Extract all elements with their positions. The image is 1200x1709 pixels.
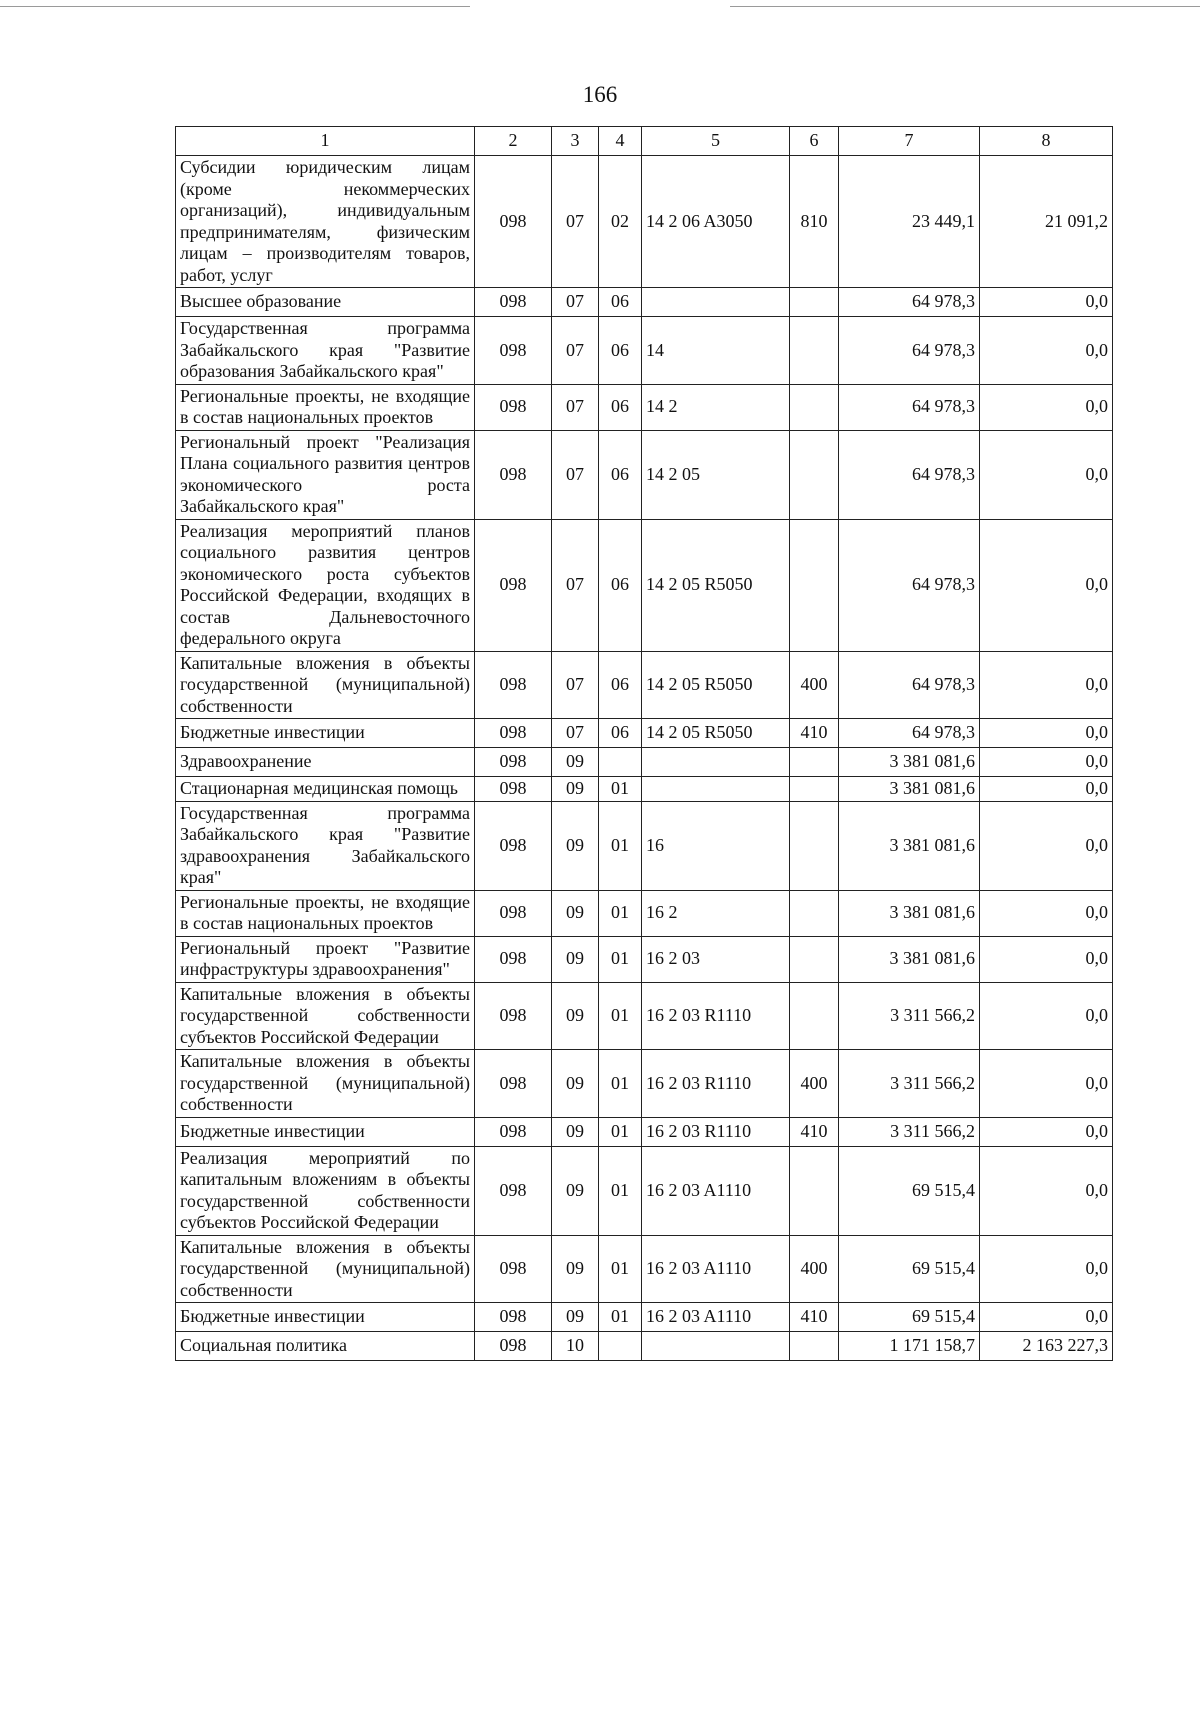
subsection-code-cell: 01 [599,1235,642,1303]
subsection-code-cell: 01 [599,936,642,982]
table-row [176,1117,1113,1146]
budget-code-cell: 098 [475,1117,552,1146]
subsection-code-cell [599,1332,642,1361]
table-row [176,936,1113,982]
scan-artifact-line [0,6,470,7]
subsection-code-cell: 02 [599,156,642,288]
amount-col7-cell: 64 978,3 [839,288,980,317]
section-code-cell: 09 [552,1235,599,1303]
section-code-cell: 09 [552,801,599,890]
budget-code-cell: 098 [475,1332,552,1361]
row-name-cell: Стационарная медицинская помощь [176,777,475,802]
subsection-code-cell: 06 [599,288,642,317]
subsection-code-cell: 01 [599,982,642,1050]
subsection-code-cell [599,748,642,777]
budget-code-cell: 098 [475,519,552,651]
expense-type-cell: 400 [790,1235,839,1303]
expense-type-cell [790,982,839,1050]
table-row [176,1332,1113,1361]
expense-type-cell: 410 [790,1303,839,1332]
section-code-cell: 09 [552,936,599,982]
expense-type-cell [790,748,839,777]
amount-col7-cell: 23 449,1 [839,156,980,288]
subsection-code-cell: 01 [599,801,642,890]
subsection-code-cell: 06 [599,430,642,519]
budget-code-cell: 098 [475,430,552,519]
section-code-cell: 07 [552,156,599,288]
header-cell: 3 [552,127,599,156]
subsection-code-cell: 06 [599,317,642,385]
target-article-cell: 16 2 03 A1110 [642,1303,790,1332]
subsection-code-cell: 01 [599,890,642,936]
target-article-cell: 16 [642,801,790,890]
table-row [176,651,1113,719]
budget-code-cell: 098 [475,1146,552,1235]
budget-code-cell: 098 [475,982,552,1050]
table-row [176,519,1113,651]
row-name-cell: Социальная политика [176,1332,475,1361]
table-row [176,384,1113,430]
amount-col7-cell: 64 978,3 [839,317,980,385]
subsection-code-cell: 01 [599,777,642,802]
amount-col7-cell: 3 381 081,6 [839,748,980,777]
amount-col7-cell: 64 978,3 [839,519,980,651]
subsection-code-cell: 01 [599,1303,642,1332]
amount-col7-cell: 69 515,4 [839,1146,980,1235]
target-article-cell: 16 2 03 [642,936,790,982]
subsection-code-cell: 01 [599,1117,642,1146]
header-row [176,127,1113,156]
subsection-code-cell: 01 [599,1146,642,1235]
expense-type-cell [790,519,839,651]
section-code-cell: 09 [552,1117,599,1146]
target-article-cell: 16 2 03 R1110 [642,982,790,1050]
amount-col7-cell: 64 978,3 [839,651,980,719]
row-name-cell: Региональный проект "Развитие инфраструктуры здравоохранения" [176,936,475,982]
budget-code-cell: 098 [475,1050,552,1118]
table-row [176,982,1113,1050]
expense-type-cell [790,288,839,317]
table-row [176,1050,1113,1118]
target-article-cell [642,777,790,802]
budget-code-cell: 098 [475,1303,552,1332]
amount-col8-cell: 0,0 [980,936,1113,982]
row-name-cell: Государственная программа Забайкальского края "Развитие образования Забайкальского края" [176,317,475,385]
target-article-cell: 16 2 03 R1110 [642,1117,790,1146]
section-code-cell: 07 [552,651,599,719]
row-name-cell: Здравоохранение [176,748,475,777]
amount-col8-cell: 0,0 [980,384,1113,430]
header-cell: 5 [642,127,790,156]
expense-type-cell [790,1146,839,1235]
expense-type-cell [790,1332,839,1361]
section-code-cell: 07 [552,384,599,430]
target-article-cell: 14 2 05 R5050 [642,519,790,651]
section-code-cell: 09 [552,748,599,777]
subsection-code-cell: 06 [599,519,642,651]
amount-col8-cell: 2 163 227,3 [980,1332,1113,1361]
header-cell: 2 [475,127,552,156]
table-row [176,719,1113,748]
amount-col8-cell: 0,0 [980,1117,1113,1146]
subsection-code-cell: 06 [599,384,642,430]
amount-col7-cell: 3 311 566,2 [839,982,980,1050]
target-article-cell [642,288,790,317]
table-body [176,156,1113,1361]
header-cell: 1 [176,127,475,156]
amount-col8-cell: 0,0 [980,1050,1113,1118]
expense-type-cell [790,890,839,936]
budget-code-cell: 098 [475,156,552,288]
expense-type-cell: 810 [790,156,839,288]
row-name-cell: Бюджетные инвестиции [176,1303,475,1332]
target-article-cell: 14 2 05 [642,430,790,519]
row-name-cell: Высшее образование [176,288,475,317]
section-code-cell: 07 [552,288,599,317]
row-name-cell: Реализация мероприятий по капитальным вложениям в объекты государственной собственности субъектов Российской Федерации [176,1146,475,1235]
section-code-cell: 07 [552,317,599,385]
table-row [176,748,1113,777]
target-article-cell: 16 2 03 A1110 [642,1235,790,1303]
row-name-cell: Региональные проекты, не входящие в состав национальных проектов [176,384,475,430]
budget-code-cell: 098 [475,748,552,777]
row-name-cell: Капитальные вложения в объекты государственной собственности субъектов Российской Федерации [176,982,475,1050]
amount-col7-cell: 3 381 081,6 [839,777,980,802]
expense-type-cell [790,384,839,430]
section-code-cell: 07 [552,519,599,651]
amount-col8-cell: 21 091,2 [980,156,1113,288]
table-row [176,288,1113,317]
expense-type-cell [790,936,839,982]
amount-col8-cell: 0,0 [980,748,1113,777]
row-name-cell: Государственная программа Забайкальского края "Развитие здравоохранения Забайкальского края" [176,801,475,890]
amount-col7-cell: 3 311 566,2 [839,1050,980,1118]
expense-type-cell: 410 [790,719,839,748]
scan-artifact-line [730,6,1200,7]
budget-code-cell: 098 [475,719,552,748]
amount-col8-cell: 0,0 [980,317,1113,385]
table-row [176,1235,1113,1303]
target-article-cell [642,1332,790,1361]
budget-table [175,126,1113,1361]
target-article-cell: 16 2 03 R1110 [642,1050,790,1118]
row-name-cell: Капитальные вложения в объекты государственной (муниципальной) собственности [176,1050,475,1118]
section-code-cell: 09 [552,777,599,802]
table-row [176,890,1113,936]
table-row [176,777,1113,802]
table-row [176,1146,1113,1235]
table-row [176,317,1113,385]
target-article-cell: 14 [642,317,790,385]
amount-col7-cell: 69 515,4 [839,1235,980,1303]
row-name-cell: Реализация мероприятий планов социального развития центров экономического роста субъектов Российской Федерации, входящих в состав Дальневосточного федерального округа [176,519,475,651]
subsection-code-cell: 01 [599,1050,642,1118]
amount-col7-cell: 64 978,3 [839,719,980,748]
row-name-cell: Капитальные вложения в объекты государственной (муниципальной) собственности [176,651,475,719]
table-row [176,430,1113,519]
amount-col8-cell: 0,0 [980,801,1113,890]
amount-col8-cell: 0,0 [980,890,1113,936]
amount-col7-cell: 64 978,3 [839,384,980,430]
target-article-cell: 14 2 06 A3050 [642,156,790,288]
amount-col8-cell: 0,0 [980,1146,1113,1235]
expense-type-cell: 410 [790,1117,839,1146]
page-number: 166 [582,82,618,107]
amount-col8-cell: 0,0 [980,1235,1113,1303]
section-code-cell: 07 [552,430,599,519]
table-row [176,801,1113,890]
budget-code-cell: 098 [475,777,552,802]
section-code-cell: 07 [552,719,599,748]
row-name-cell: Региональный проект "Реализация Плана социального развития центров экономического роста Забайкальского края" [176,430,475,519]
expense-type-cell [790,777,839,802]
amount-col7-cell: 3 381 081,6 [839,936,980,982]
amount-col8-cell: 0,0 [980,1303,1113,1332]
amount-col7-cell: 64 978,3 [839,430,980,519]
subsection-code-cell: 06 [599,719,642,748]
target-article-cell: 16 2 [642,890,790,936]
target-article-cell: 14 2 05 R5050 [642,719,790,748]
budget-code-cell: 098 [475,1235,552,1303]
target-article-cell [642,748,790,777]
expense-type-cell [790,801,839,890]
amount-col7-cell: 3 311 566,2 [839,1117,980,1146]
section-code-cell: 09 [552,1050,599,1118]
row-name-cell: Бюджетные инвестиции [176,1117,475,1146]
amount-col8-cell: 0,0 [980,430,1113,519]
amount-col7-cell: 69 515,4 [839,1303,980,1332]
table-row [176,156,1113,288]
header-cell: 8 [980,127,1113,156]
budget-code-cell: 098 [475,936,552,982]
amount-col7-cell: 3 381 081,6 [839,890,980,936]
amount-col8-cell: 0,0 [980,519,1113,651]
amount-col8-cell: 0,0 [980,982,1113,1050]
expense-type-cell: 400 [790,651,839,719]
budget-code-cell: 098 [475,651,552,719]
amount-col8-cell: 0,0 [980,288,1113,317]
header-cell: 6 [790,127,839,156]
header-cell: 7 [839,127,980,156]
target-article-cell: 14 2 05 R5050 [642,651,790,719]
section-code-cell: 09 [552,982,599,1050]
budget-code-cell: 098 [475,288,552,317]
amount-col7-cell: 3 381 081,6 [839,801,980,890]
expense-type-cell [790,430,839,519]
row-name-cell: Капитальные вложения в объекты государственной (муниципальной) собственности [176,1235,475,1303]
row-name-cell: Бюджетные инвестиции [176,719,475,748]
budget-code-cell: 098 [475,890,552,936]
section-code-cell: 09 [552,1303,599,1332]
header-cell: 4 [599,127,642,156]
amount-col8-cell: 0,0 [980,651,1113,719]
amount-col8-cell: 0,0 [980,777,1113,802]
budget-code-cell: 098 [475,384,552,430]
section-code-cell: 09 [552,1146,599,1235]
section-code-cell: 09 [552,890,599,936]
subsection-code-cell: 06 [599,651,642,719]
expense-type-cell: 400 [790,1050,839,1118]
row-name-cell: Субсидии юридическим лицам (кроме некоммерческих организаций), индивидуальным предпринимателям, физическим лицам – производителям товаров, работ, услуг [176,156,475,288]
target-article-cell: 14 2 [642,384,790,430]
amount-col8-cell: 0,0 [980,719,1113,748]
row-name-cell: Региональные проекты, не входящие в состав национальных проектов [176,890,475,936]
section-code-cell: 10 [552,1332,599,1361]
amount-col7-cell: 1 171 158,7 [839,1332,980,1361]
budget-code-cell: 098 [475,801,552,890]
target-article-cell: 16 2 03 A1110 [642,1146,790,1235]
budget-code-cell: 098 [475,317,552,385]
table-row [176,1303,1113,1332]
expense-type-cell [790,317,839,385]
